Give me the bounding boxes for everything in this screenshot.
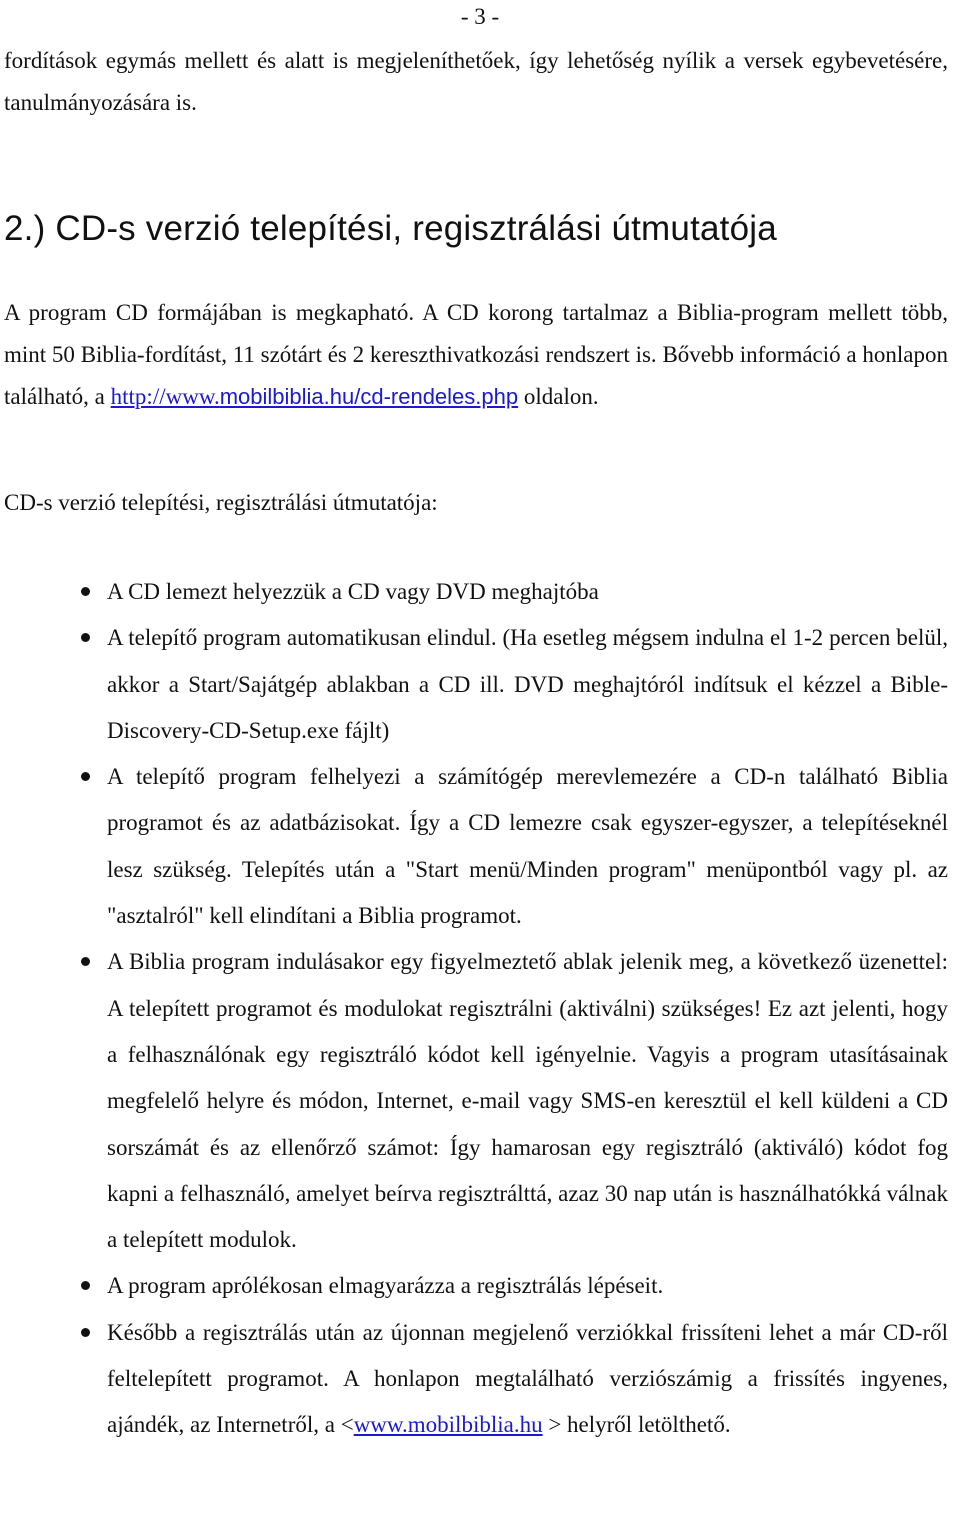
list-item	[0, 1263, 952, 1309]
bullet-icon	[81, 957, 90, 966]
list-item	[0, 754, 952, 939]
list-item-text: A Biblia program indulásakor egy figyelmeztető ablak jelenik meg, a következő üzenettel: A telepített programot és modulokat regisztrálni (aktiválni) szükséges! Ez azt jelenti, hogy a felhasználónak egy regisztráló kódot kell igényelnie. Vagyis a program utasításainak megfelelő helyre és módon, Internet, e-mail vagy SMS-en keresztül el kell küldeni a CD sorszámát és az ellenőrző számot: Így hamarosan egy regisztráló (aktiváló) kódot fog kapni a felhasználó, amelyet beírva regisztrálttá, azaz 30 nap után is használhatókká válnak a telepített modulok.	[107, 949, 948, 1253]
list-item-text: A telepítő program felhelyezi a számítógép merevlemezére a CD-n található Biblia programot és az adatbázisokat. Így a CD lemezre csak egyszer-egyszer, a telepítéseknél lesz szükség. Telepítés után a "Start menü/Minden program" menüpontból vagy pl. az "asztalról" kell elindítani a Biblia programot.	[107, 764, 948, 929]
list-item	[0, 615, 952, 754]
list-item-text: A program aprólékosan elmagyarázza a regisztrálás lépéseit.	[107, 1273, 664, 1299]
instruction-list	[0, 569, 952, 1449]
list-item-text-end: > helyről letölthető.	[542, 1412, 731, 1438]
bullet-icon	[81, 1281, 90, 1290]
cd-order-link[interactable]	[111, 384, 518, 409]
list-item-text: A telepítő program automatikusan elindul. (Ha esetleg mégsem indulna el 1-2 percen belül, akkor a Start/Sajátgép ablakban a CD ill. DVD meghajtóról indítsuk el kézzel a Bible-Discovery-CD-Setup.exe fájlt)	[107, 625, 948, 743]
cd-order-link-http: http://www.	[110, 384, 220, 409]
bullet-icon	[81, 772, 90, 781]
bullet-icon	[81, 633, 90, 642]
bullet-icon	[81, 587, 90, 596]
cd-paragraph-text: A program CD formájában is megkapható. A CD korong tartalmaz a Biblia-program mellett több, mint 50 Biblia-fordítást, 11 szótárt és 2 kereszthivatkozási rendszert is. Bővebb információ a honlapon található, a	[4, 300, 948, 409]
list-item	[0, 939, 952, 1263]
bullet-icon	[81, 1328, 90, 1337]
list-item-text: A CD lemezt helyezzük a CD vagy DVD meghajtóba	[107, 579, 599, 604]
list-item	[0, 1310, 952, 1449]
cd-paragraph	[4, 292, 948, 418]
cd-order-link-path: mobilbiblia.hu/cd-rendeles.php	[219, 384, 519, 409]
guide-title: CD-s verzió telepítési, regisztrálási útmutatója:	[4, 490, 438, 515]
section-heading: 2.) CD-s verzió telepítési, regisztrálási útmutatója	[4, 209, 777, 248]
intro-paragraph: fordítások egymás mellett és alatt is megjeleníthetőek, így lehetőség nyílik a versek egybevetésére, tanulmányozására is.	[4, 48, 948, 115]
cd-paragraph-end: oldalon.	[518, 384, 599, 409]
list-item	[0, 569, 952, 615]
homepage-link[interactable]: www.mobilbiblia.hu	[353, 1412, 543, 1438]
page-number: - 3 -	[460, 4, 500, 29]
list-item-text: Később a regisztrálás után az újonnan megjelenő verziókkal frissíteni lehet a már CD-ről feltelepített programot. A honlapon megtalálható verziószámig a frissítés ingyenes, ajándék, az Internetről, a <	[107, 1319, 948, 1438]
